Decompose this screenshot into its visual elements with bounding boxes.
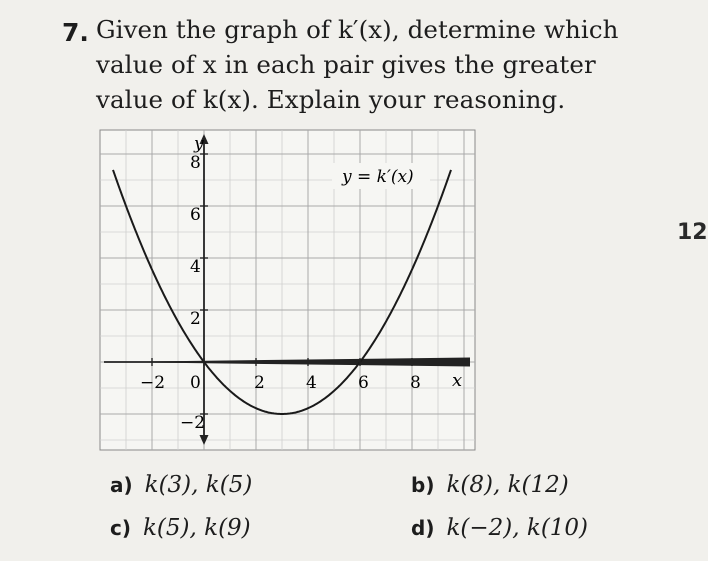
y-tick-label: 6	[190, 205, 201, 225]
curve-label: y = k′(x)	[342, 167, 414, 187]
y-tick-label: 4	[190, 257, 201, 277]
part-c-label: c)	[110, 516, 131, 540]
x-axis-label: x	[452, 370, 463, 391]
y-tick-label: 2	[190, 309, 201, 329]
part-a-label: a)	[110, 473, 133, 497]
part-d	[411, 515, 588, 541]
part-c-text: k(5), k(9)	[143, 515, 251, 541]
y-tick-label: −2	[180, 413, 206, 433]
x-tick-label: 2	[254, 373, 265, 393]
part-b	[411, 472, 569, 498]
x-tick-label: −2	[140, 373, 166, 393]
question-prompt: Given the graph of k′(x), determine which value of x in each pair gives the greater value of k(x). Explain your reasoning.	[96, 15, 619, 114]
part-b-label: b)	[411, 473, 435, 497]
x-tick-label: 6	[358, 373, 369, 393]
x-tick-label: 4	[306, 373, 317, 393]
derivative-graph	[100, 130, 475, 450]
question-number: 7.	[62, 18, 89, 47]
x-tick-label: 0	[190, 373, 201, 393]
part-d-label: d)	[411, 516, 435, 540]
part-a-text: k(3), k(5)	[144, 472, 253, 498]
part-c	[110, 515, 251, 541]
part-b-text: k(8), k(12)	[446, 472, 569, 498]
margin-page-number: 12	[677, 220, 708, 245]
part-d-text: k(−2), k(10)	[446, 515, 589, 541]
y-tick-label: 8	[190, 153, 201, 173]
y-axis-label: y	[194, 134, 204, 154]
x-tick-label: 8	[410, 373, 421, 393]
part-a	[110, 472, 252, 498]
